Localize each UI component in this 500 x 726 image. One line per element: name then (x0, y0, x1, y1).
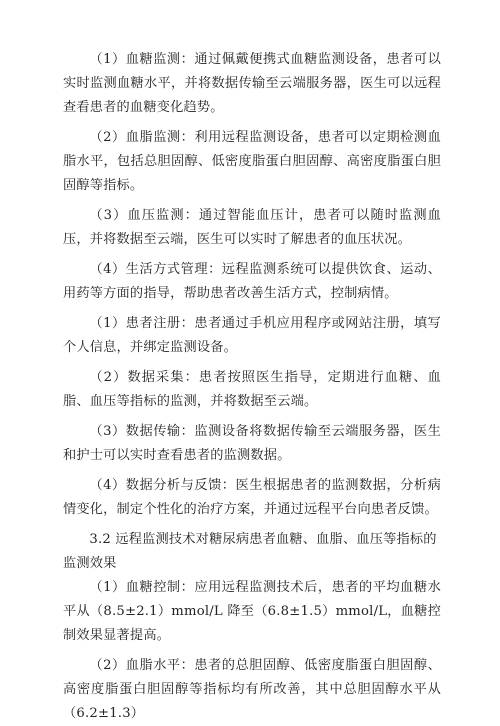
paragraph-data-collection: （2）数据采集：患者按照医生指导，定期进行血糖、血脂、血压等指标的监测，并将数据至云端。 (63, 370, 441, 409)
paragraph-data-analysis-feedback: （4）数据分析与反馈：医生根据患者的监测数据，分析病情变化，制定个性化的治疗方案，并通过远程平台向患者反馈。 (63, 478, 441, 517)
document-page (63, 48, 441, 726)
paragraph-blood-glucose-monitoring: （1）血糖监测：通过佩戴便携式血糖监测设备，患者可以实时监测血糖水平，并将数据传输至云端服务器，医生可以远程查看患者的血糖变化趋势。 (63, 52, 441, 115)
paragraph-glucose-control-result: （1）血糖控制：应用远程监测技术后，患者的平均血糖水平从（8.5±2.1）mmol/L 降至（6.8±1.5）mmol/L，血糖控制效果显著提高。 (63, 580, 441, 643)
paragraph-lifestyle-management: （4）生活方式管理：远程监测系统可以提供饮食、运动、用药等方面的指导，帮助患者改善生活方式，控制病情。 (63, 262, 441, 301)
paragraph-blood-pressure-monitoring: （3）血压监测：通过智能血压计，患者可以随时监测血压，并将数据至云端，医生可以实时了解患者的血压状况。 (63, 208, 441, 247)
paragraph-data-transmission: （3）数据传输：监测设备将数据传输至云端服务器，医生和护士可以实时查看患者的监测数据。 (63, 424, 441, 463)
paragraph-blood-lipid-monitoring: （2）血脂监测：利用远程监测设备，患者可以定期检测血脂水平，包括总胆固醇、低密度脂蛋白胆固醇、高密度脂蛋白胆固醇等指标。 (63, 130, 441, 193)
paragraph-patient-registration: （1）患者注册：患者通过手机应用程序或网站注册，填写个人信息，并绑定监测设备。 (63, 316, 441, 355)
section-heading: 3.2 远程监测技术对糖尿病患者血糖、血脂、血压等指标的监测效果 (63, 532, 437, 571)
paragraph-lipid-level-result: （2）血脂水平：患者的总胆固醇、低密度脂蛋白胆固醇、高密度脂蛋白胆固醇等指标均有所改善，其中总胆固醇水平从（6.2±1.3） (63, 658, 441, 721)
